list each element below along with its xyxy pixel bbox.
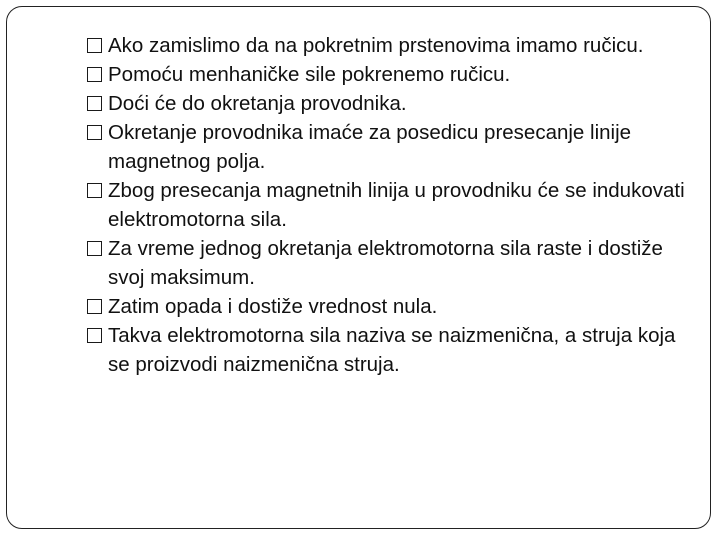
bullet-item — [87, 31, 687, 60]
bullet-item — [87, 118, 687, 176]
square-bullet-icon — [87, 38, 102, 53]
slide-frame — [6, 6, 711, 529]
square-bullet-icon — [87, 125, 102, 140]
square-bullet-icon — [87, 299, 102, 314]
bullet-item — [87, 292, 687, 321]
bullet-text: Za vreme jednog okretanja elektromotorna sila raste i dostiže svoj maksimum. — [108, 237, 663, 289]
square-bullet-icon — [87, 96, 102, 111]
bullet-text: Zatim opada i dostiže vrednost nula. — [108, 295, 438, 318]
bullet-text: Okretanje provodnika imaće za posedicu presecanje linije magnetnog polja. — [108, 121, 632, 173]
square-bullet-icon — [87, 328, 102, 343]
bullet-item — [87, 176, 687, 234]
bullet-item — [87, 89, 687, 118]
square-bullet-icon — [87, 67, 102, 82]
bullet-text: Zbog presecanja magnetnih linija u provodniku će se indukovati elektromotorna sila. — [108, 179, 685, 231]
bullet-item — [87, 321, 687, 379]
bullet-item — [87, 60, 687, 89]
bullet-text: Pomoću menhaničke sile pokrenemo ručicu. — [108, 63, 511, 86]
bullet-item — [87, 234, 687, 292]
square-bullet-icon — [87, 183, 102, 198]
bullet-list — [87, 31, 687, 379]
bullet-text: Takva elektromotorna sila naziva se naizmenična, a struja koja se proizvodi naizmenična struja. — [108, 324, 676, 376]
bullet-text: Ako zamislimo da na pokretnim prstenovima imamo ručicu. — [108, 34, 644, 57]
bullet-text: Doći će do okretanja provodnika. — [108, 92, 407, 115]
square-bullet-icon — [87, 241, 102, 256]
